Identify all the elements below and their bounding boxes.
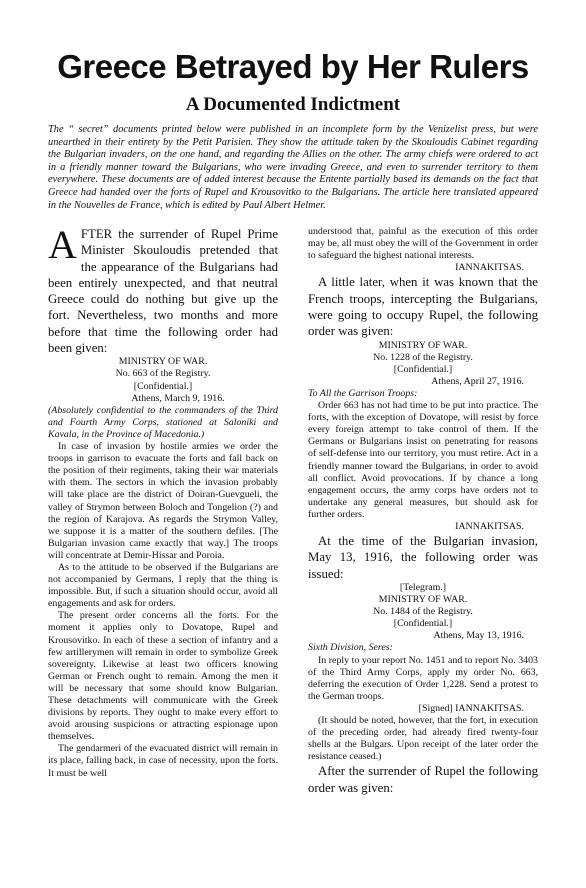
doc3-paragraph-1: In reply to your report No. 1451 and to report No. 3403 of the Third Army Corps, apply my order No. 663, deferring the execution of Order 1,228. Send a protest to the German troops. [308,654,538,702]
doc3-ministry: MINISTRY OF WAR. [378,594,468,606]
doc1-ministry: MINISTRY OF WAR. [118,356,208,368]
doc3-confidential: [Confidential.] [393,618,453,630]
left-column [48,226,278,780]
narrative-paragraph-2: At the time of the Bulgarian invasion, May 13, 1916, the following order was issued: [308,534,538,581]
drop-cap: A [48,226,77,267]
doc1-registry: No. 663 of the Registry. [115,368,211,380]
doc1-paragraph-2: As to the attitude to be observed if the Bulgarians are not accompanied by Germans, I reply that the thing is impossible. But, if such a situation should occur, avoid all engagements and ask for orders. [48,561,278,610]
doc2-confidential: [Confidential.] [393,363,453,375]
doc3-date: Athens, May 13, 1916. [433,630,524,642]
article-title: Greece Betrayed by Her Rulers [57,48,529,85]
doc2-ministry: MINISTRY OF WAR. [378,339,468,351]
doc2-paragraph-1: Order 663 has not had time to be put into practice. The forts, with the exception of Dovatope, will resist by force every foreign attempt to take control of them. If the Germans or Bulgarians insist on penetrating for reasons of self-defense into our territory, you must retire. Act in a friendly manner toward the Bulgarians, in order to avoid all conflict. Avoid provocations. If by chance a long engagement occurs, the army corps have orders not to undertake any general measures, but should ask for further orders. [308,400,538,520]
doc1-addressee: (Absolutely confidential to the commanders of the Third and Fourth Army Corps, stationed at Saloniki and Kavala, in the Province of Macedonia.) [48,404,278,440]
article-subtitle: A Documented Indictment [185,94,401,115]
lead-paragraph [48,226,278,356]
doc2-date: Athens, April 27, 1916. [431,375,524,387]
doc3-addressee: Sixth Division, Seres: [308,642,393,654]
right-column [308,226,538,796]
doc1-paragraph-1: In case of invasion by hostile armies we order the troops in garrison to evacuate the forts and fall back on the position of their regiments, taking their war materials with them. The sectors in which the invasion probably will take place are the district of Doiran-Guevgueli, the valley of Strymon between Boloch and Tongelion (?) and the region of Karajova. As regards the Strymon Valley, we suppose it is a matter of the southern defiles. [The Bulgarian invasion came exactly that way.] The troops will concentrate at Demir-Hissar and Poroia. [48,441,278,561]
doc1-paragraph-3: The present order concerns all the forts. For the moment it applies only to Dovatope, Rupel and Krousovitko. In each of these a section of infantry and a few artillerymen will remain in order to symbolize Greek sovereignty. Likewise at least two officers knowing German or French ought to remain. Among the men it will be necessary that some should know Bulgarian. These detachments will communicate with the Greek divisions by reports. They ought to make every effort to avoid arousing suspicions or attracting espionage upon themselves. [48,610,278,743]
intro-paragraph: The “ secret” documents printed below were published in an incomplete form by the Venizelist press, but were unearthed in their entirety by the Petit Parisien. They show the attitude taken by the Skouloudis Cabinet regarding the Bulgarian invaders, on the one hand, and regarding the Allies on the other. The army chiefs were ordered to act in a friendly manner toward the Bulgarians, who were invading Greece, and even to surrender territory to them everywhere. These documents are of added interest because the Entente partially based its demands on the fact that Greece had handed over the forts of Rupel and Krousovitko to the Bulgarians. The article here translated appeared in the Nouvelles de France, which is edited by Paul Albert Helmer. [48,124,538,211]
doc1-confidential: [Confidential.] [133,380,193,392]
narrative-paragraph-1: A little later, when it was known that the French troops, intercepting the Bulgarians, were going to occupy Rupel, the following order was given: [308,275,538,339]
doc3-registry: No. 1484 of the Registry. [373,606,473,618]
doc1-date: Athens, March 9, 1916. [131,392,225,404]
doc3-note: (It should be noted, however, that the fort, in execution of the preceding order, had already fired twenty-four shells at the Bulgars. Upon receipt of the later order the resistance ceased.) [308,714,538,763]
doc3-telegram: [Telegram.] [399,581,447,593]
doc1-paragraph-end: understood that, painful as the execution of this order may be, all must obey the will of the Government in order to safeguard the highest national interests. [308,226,538,262]
lead-text: FTER the surrender of Rupel Prime Minister Skouloudis pretended that the appearance of the Bulgarians had been entirely unexpected, and that neutral Greece could do nothing but give up the fort. Nevertheless, two months and more before that time the following order had been given: [48,227,278,356]
narrative-paragraph-3: After the surrender of Rupel the following order was given: [308,764,538,795]
doc1-signature: IANNAKITSAS. [455,262,524,274]
doc3-signature: [Signed] IANNAKITSAS. [418,702,524,714]
doc2-addressee: To All the Garrison Troops: [308,387,418,399]
doc2-signature: IANNAKITSAS. [455,520,524,532]
doc1-paragraph-4: The gendarmeri of the evacuated district will remain in its place, falling back, in case of necessity, upon the forts. It must be well [48,743,278,779]
doc2-registry: No. 1228 of the Registry. [373,351,473,363]
